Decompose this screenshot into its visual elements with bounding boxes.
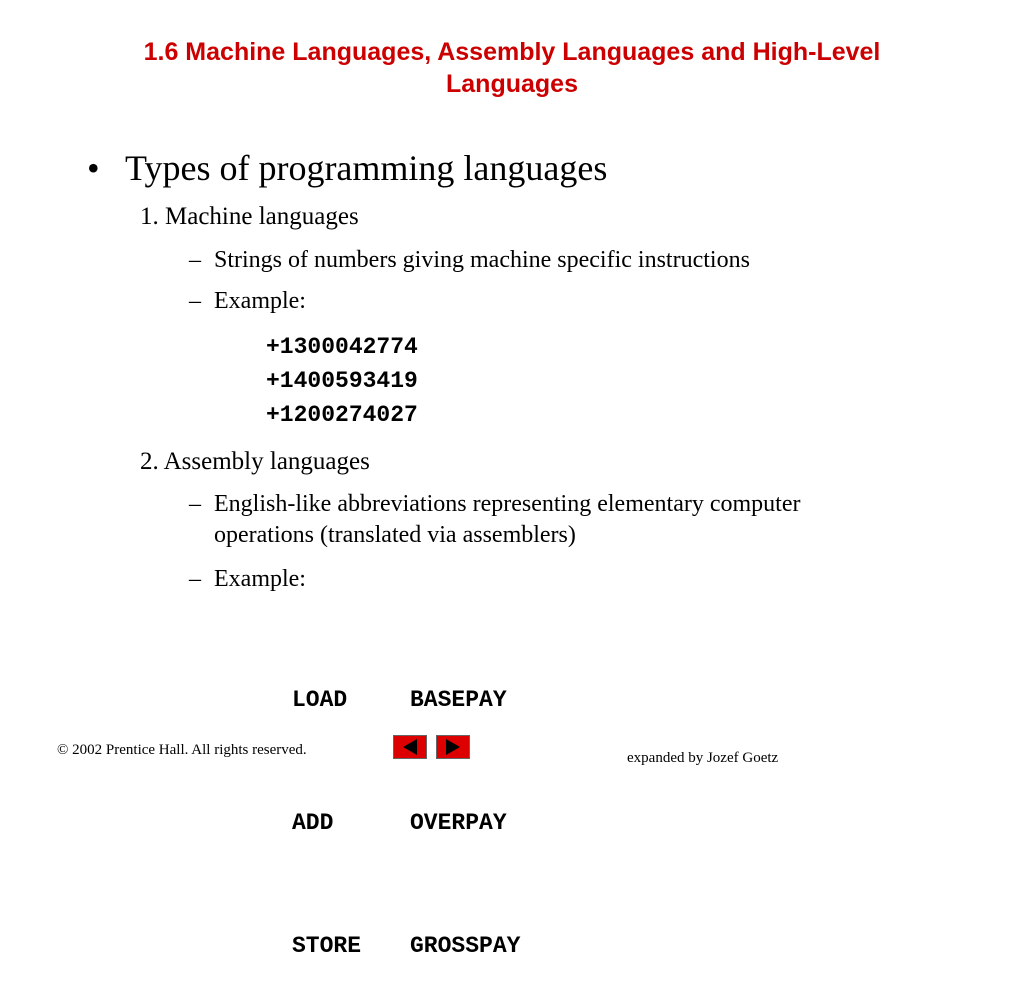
machine-code-line: +1400593419 — [266, 368, 418, 394]
machine-languages-example-text: Example: — [214, 288, 306, 314]
assembly-languages-description — [189, 489, 800, 551]
machine-languages-description — [189, 245, 750, 276]
assembly-languages-description-line-2: operations (translated via assemblers) — [214, 522, 576, 548]
author-credit: expanded by Jozef Goetz — [627, 750, 779, 766]
copyright-text: 2002 Prentice Hall. All rights reserved. — [72, 742, 307, 758]
section-assembly-languages-heading: 2. Assembly languages — [140, 448, 370, 475]
slide-title-line-2: Languages — [446, 70, 578, 98]
previous-slide-button[interactable] — [393, 735, 427, 759]
main-bullet-text: Types of programming languages — [125, 148, 608, 188]
dash-symbol: – — [189, 247, 201, 273]
right-arrow-icon — [437, 736, 469, 758]
machine-languages-example-label — [189, 286, 306, 317]
machine-code-block — [266, 330, 418, 432]
assembly-operand: BASEPAY — [410, 687, 507, 713]
assembly-operand: OVERPAY — [410, 810, 507, 836]
assembly-code-block — [292, 598, 520, 1008]
copyright-notice — [57, 742, 307, 759]
dash-symbol: – — [189, 566, 201, 592]
assembly-operand: GROSSPAY — [410, 933, 521, 959]
assembly-languages-description-line-1: English-like abbreviations representing elementary computer — [214, 491, 801, 517]
machine-code-line: +1200274027 — [266, 402, 418, 428]
machine-code-line: +1300042774 — [266, 334, 418, 360]
copyright-symbol: © — [57, 742, 69, 758]
assembly-code-line — [292, 803, 520, 844]
bullet-symbol: • — [87, 148, 100, 188]
assembly-code-line — [292, 926, 520, 967]
dash-symbol: – — [189, 288, 201, 314]
assembly-opcode: ADD — [292, 810, 334, 836]
main-bullet — [87, 146, 607, 190]
assembly-languages-example-text: Example: — [214, 566, 306, 592]
left-arrow-icon — [394, 736, 426, 758]
slide-title — [0, 36, 1024, 100]
dash-symbol: – — [189, 491, 201, 517]
assembly-code-line — [292, 680, 520, 721]
slide-title-line-1: 1.6 Machine Languages, Assembly Languages and High-Level — [143, 38, 881, 66]
assembly-opcode: STORE — [292, 933, 362, 959]
assembly-opcode: LOAD — [292, 687, 348, 713]
machine-languages-description-text: Strings of numbers giving machine specific instructions — [214, 247, 750, 273]
next-slide-button[interactable] — [436, 735, 470, 759]
assembly-languages-example-label — [189, 564, 306, 595]
section-machine-languages-heading: 1. Machine languages — [140, 203, 359, 230]
